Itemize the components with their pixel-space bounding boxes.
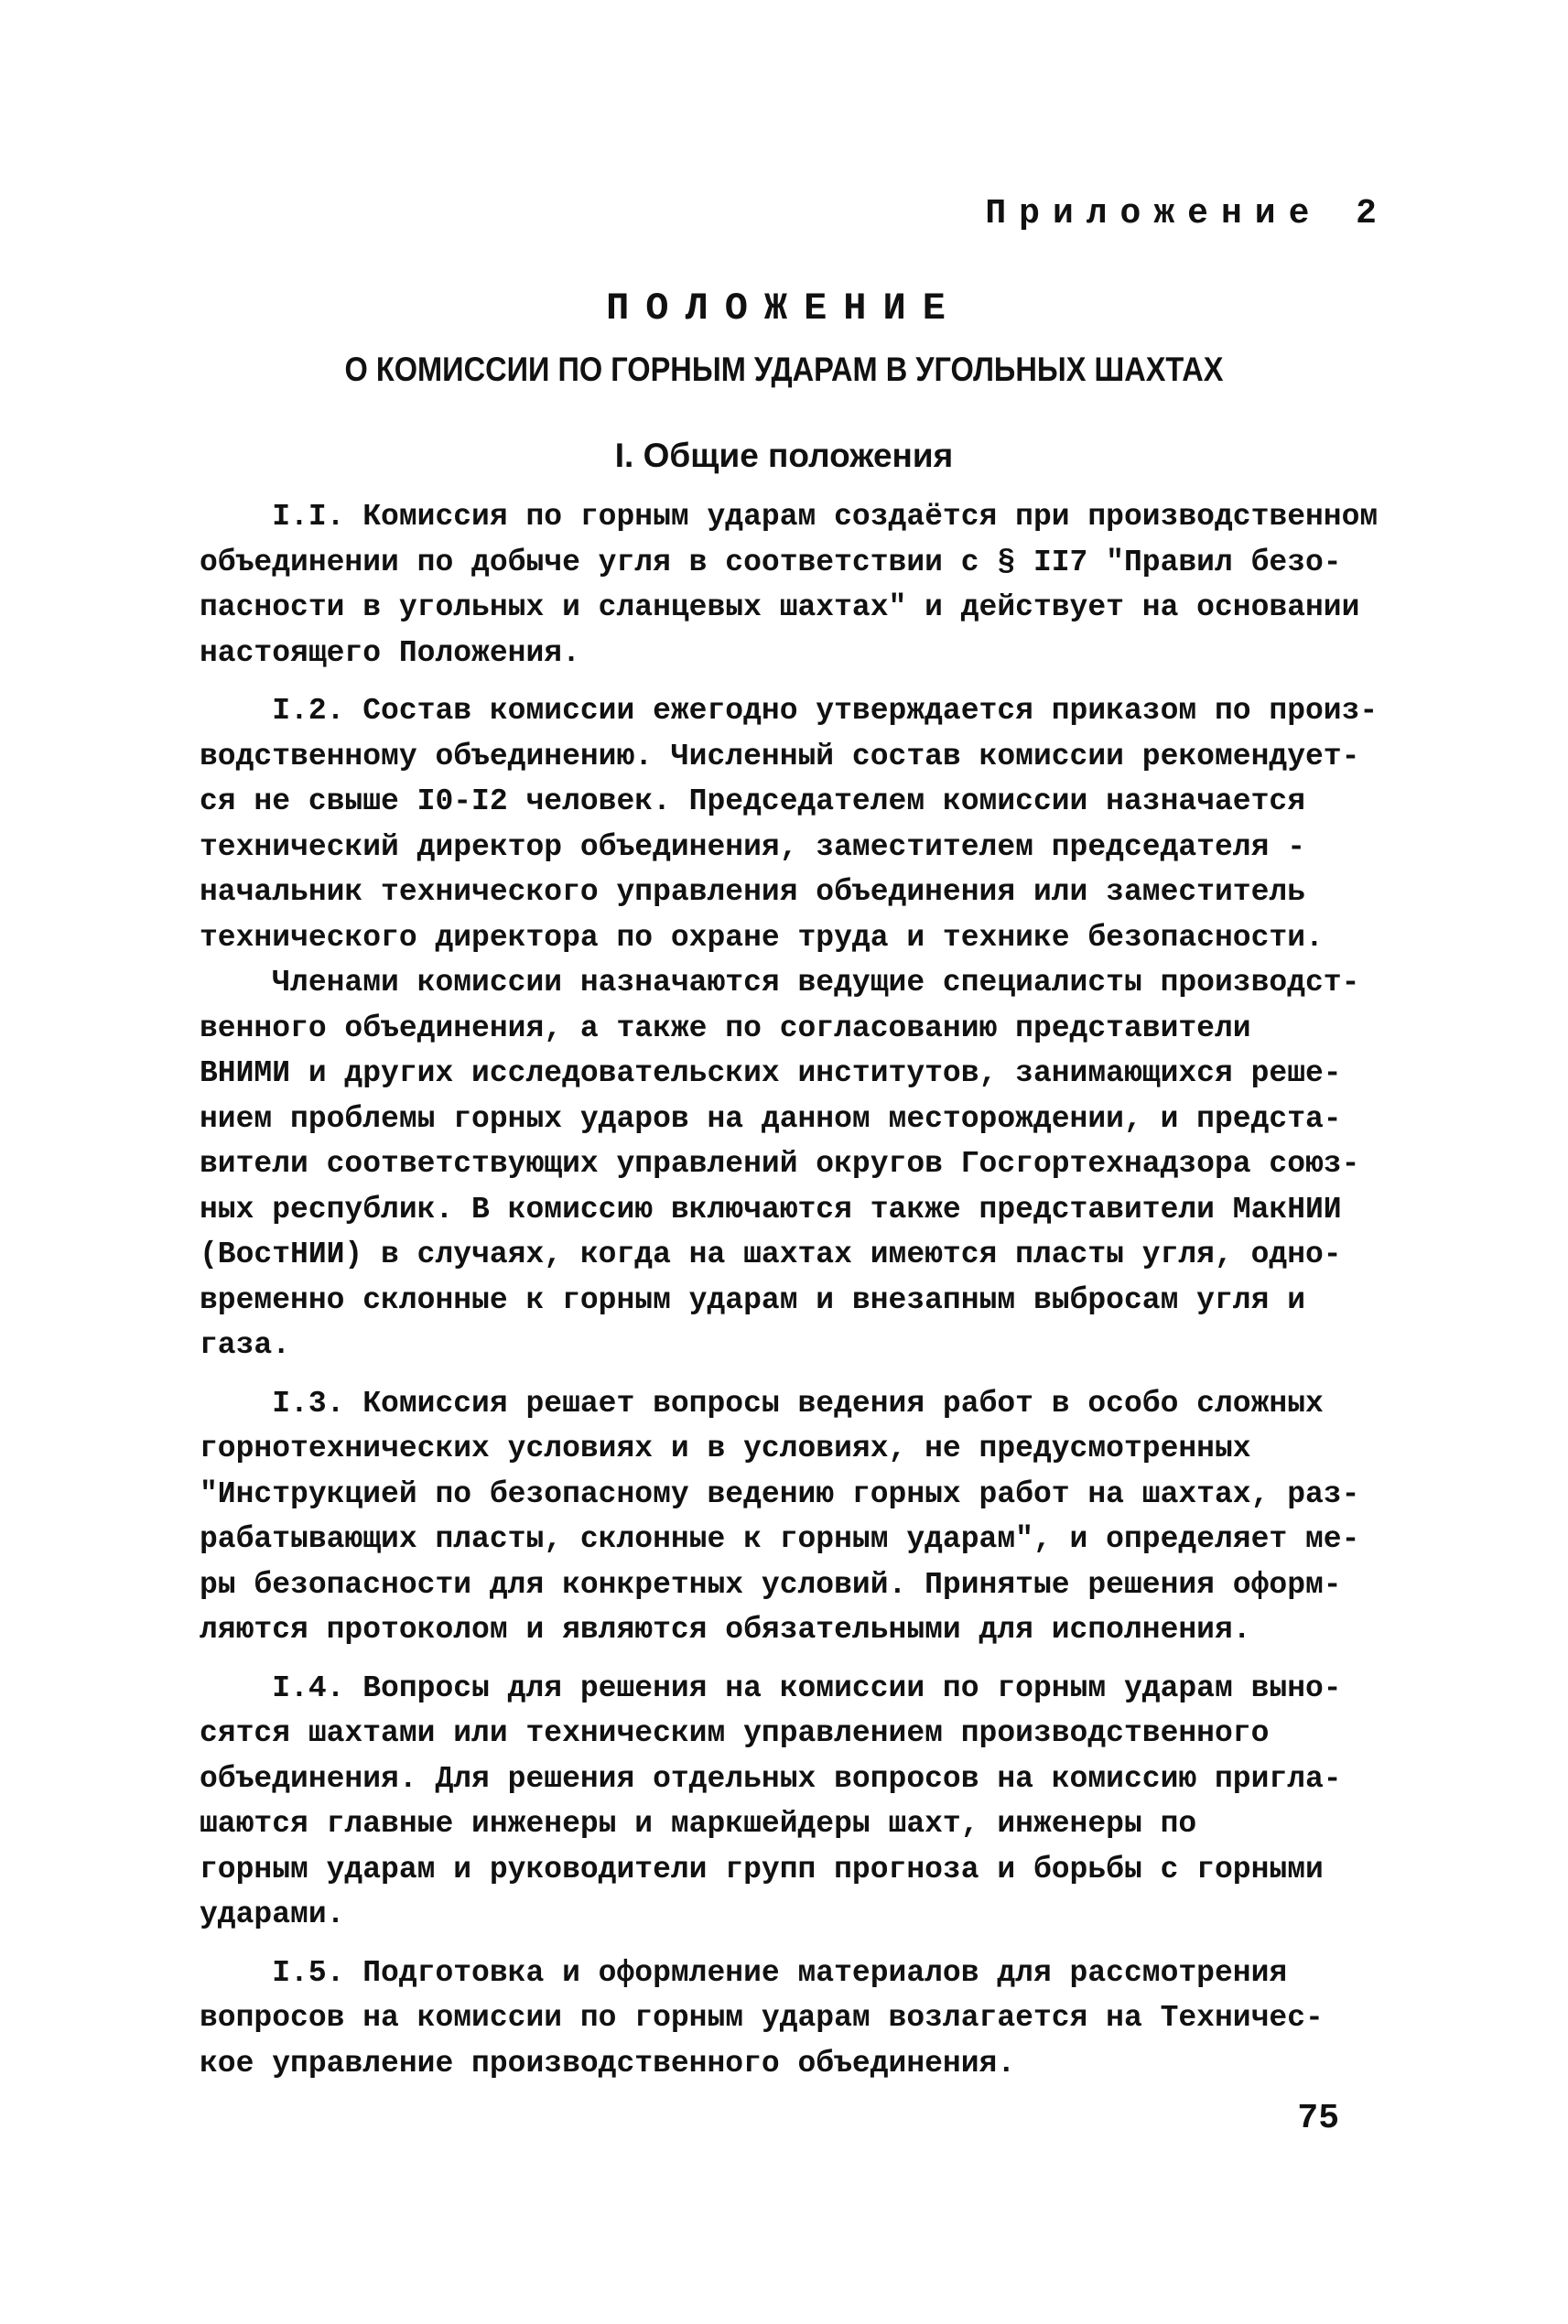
text-line: сятся шахтами или техническим управлением производственного [200, 1716, 1270, 1750]
paragraph-1-2 [200, 688, 1390, 1368]
text-line: I.I. Комиссия по горным ударам создаётся при производственном [200, 500, 1379, 534]
appendix-label: Приложение 2 [985, 194, 1390, 233]
text-line: водственному объединению. Численный состав комиссии рекомендует- [200, 739, 1360, 773]
text-line: I.2. Состав комиссии ежегодно утверждается приказом по произ- [200, 694, 1379, 728]
text-line: ных республик. В комиссию включаются также представители МакНИИ [200, 1192, 1342, 1227]
page-number: 75 [1297, 2099, 1339, 2138]
text-line: I.4. Вопросы для решения на комиссии по горным ударам выно- [200, 1670, 1342, 1705]
text-line: объединения. Для решения отдельных вопросов на комиссию пригла- [200, 1761, 1342, 1796]
text-line: нием проблемы горных ударов на данном месторождении, и предста- [200, 1101, 1342, 1136]
text-line: I.3. Комиссия решает вопросы ведения работ в особо сложных [200, 1386, 1324, 1421]
text-line: технический директор объединения, заместителем председателя - [200, 829, 1305, 864]
text-line: I.5. Подготовка и оформление материалов для рассмотрения [200, 1955, 1288, 1990]
text-line: ся не свыше I0-I2 человек. Председателем комиссии назначается [200, 784, 1305, 818]
section-heading: I. Общие положения [614, 437, 954, 474]
document-title: ПОЛОЖЕНИЕ [606, 286, 962, 330]
text-line: шаются главные инженеры и маркшейдеры шахт, инженеры по [200, 1807, 1197, 1841]
text-line: настоящего Положения. [200, 635, 580, 670]
paragraph-1-4 [200, 1666, 1390, 1938]
body-text [200, 494, 1390, 2099]
text-line: (ВостНИИ) в случаях, когда на шахтах имеются пласты угля, одно- [200, 1238, 1342, 1271]
text-line: венного объединения, а также по согласованию представители [200, 1011, 1251, 1045]
text-line: ударами. [200, 1897, 345, 1931]
text-line: кое управление производственного объединения. [200, 2046, 1016, 2081]
paragraph-1-3 [200, 1381, 1390, 1653]
text-line: рабатывающих пласты, склонные к горным ударам", и определяет ме- [200, 1522, 1360, 1556]
text-line: временно склонные к горным ударам и внезапным выбросам угля и [200, 1282, 1305, 1317]
text-line: начальник технического управления объединения или заместитель [200, 875, 1305, 909]
text-line: ляются протоколом и являются обязательными для исполнения. [200, 1613, 1251, 1647]
text-line: горным ударам и руководители групп прогноза и борьбы с горными [200, 1852, 1324, 1886]
text-line: ВНИМИ и других исследовательских институтов, занимающихся реше- [200, 1056, 1342, 1090]
paragraph-1-5 [200, 1951, 1390, 2087]
text-line: ры безопасности для конкретных условий. Принятые решения оформ- [200, 1567, 1342, 1602]
text-line: газа. [200, 1328, 291, 1362]
text-line: Членами комиссии назначаются ведущие специалисты производст- [200, 966, 1360, 1000]
text-line: горнотехнических условиях и в условиях, не предусмотренных [200, 1432, 1251, 1465]
document-subtitle: О КОМИССИИ ПО ГОРНЫМ УДАРАМ В УГОЛЬНЫХ ШАХТАХ [344, 351, 1224, 388]
text-line: "Инструкцией по безопасному ведению горных работ на шахтах, раз- [200, 1476, 1360, 1511]
paragraph-1-1 [200, 494, 1390, 676]
text-line: пасности в угольных и сланцевых шахтах" и действует на основании [200, 590, 1360, 624]
text-line: технического директора по охране труда и технике безопасности. [200, 920, 1324, 955]
text-line: объединении по добыче угля в соответствии с § II7 "Правил безо- [200, 545, 1342, 579]
text-line: вители соответствующих управлений округов Госгортехнадзора союз- [200, 1147, 1360, 1181]
text-line: вопросов на комиссии по горным ударам возлагается на Техничес- [200, 2001, 1324, 2035]
